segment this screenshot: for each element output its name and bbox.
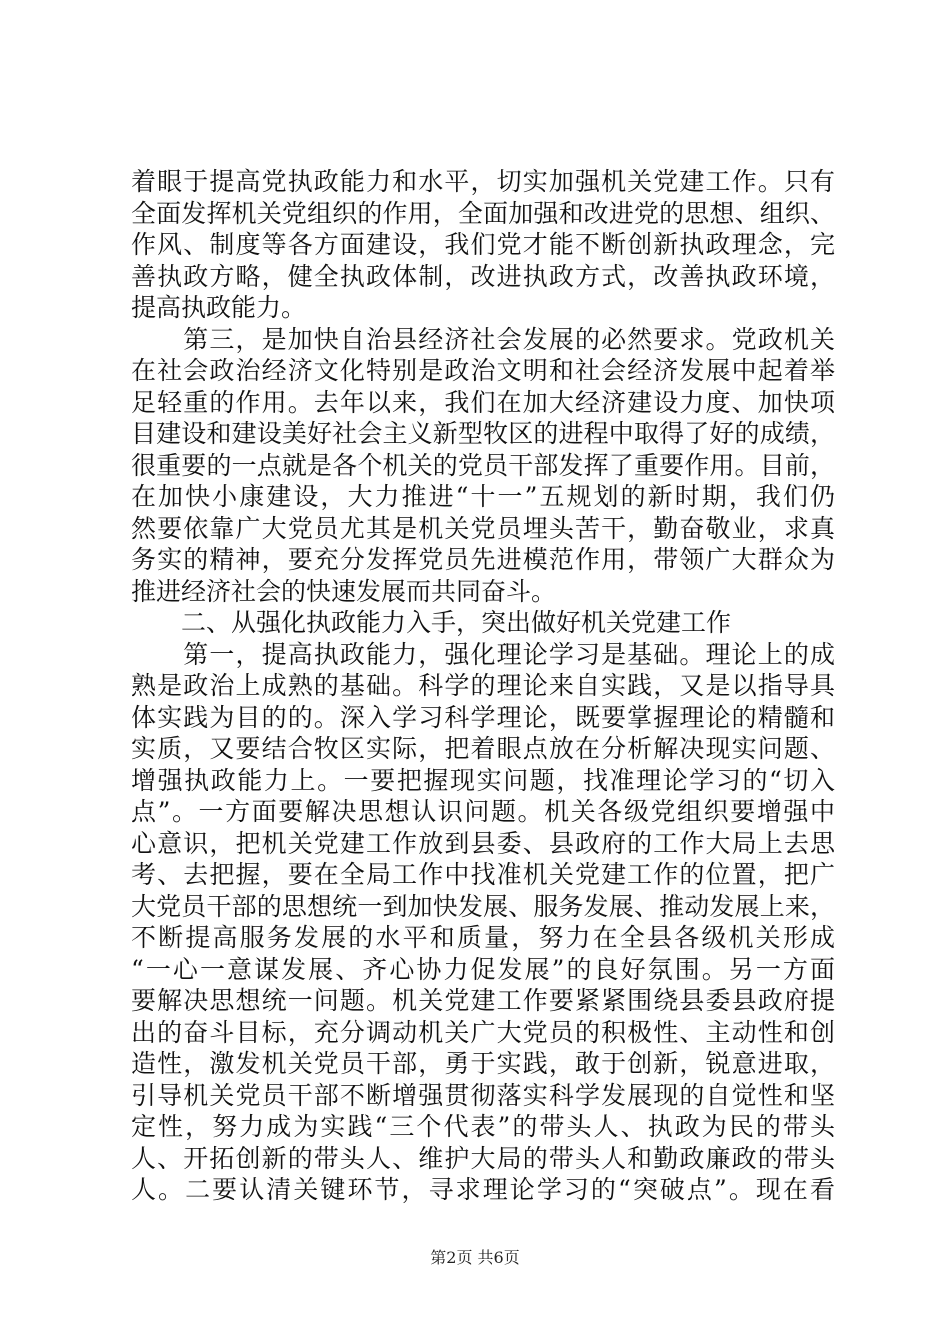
text-line: 人、开拓创新的带头人、维护大局的带头人和勤政廉政的带头 bbox=[131, 1143, 835, 1173]
text-line: 引导机关党员干部不断增强贯彻落实科学发展现的自觉性和坚 bbox=[131, 1080, 835, 1110]
text-line: 出的奋斗目标，充分调动机关广大党员的积极性、主动性和创 bbox=[131, 1017, 835, 1047]
text-line: 大党员干部的思想统一到加快发展、服务发展、推动发展上来， bbox=[131, 891, 835, 921]
text-line: “一心一意谋发展、齐心协力促发展”的良好氛围。另一方面 bbox=[131, 954, 835, 984]
text-line: 体实践为目的的。深入学习科学理论，既要掌握理论的精髓和 bbox=[131, 702, 835, 732]
text-line: 全面发挥机关党组织的作用，全面加强和改进党的思想、组织、 bbox=[131, 198, 835, 228]
text-line: 目建设和建设美好社会主义新型牧区的进程中取得了好的成绩， bbox=[131, 419, 835, 448]
text-line: 要解决思想统一问题。机关党建工作要紧紧围绕县委县政府提 bbox=[131, 986, 835, 1015]
text-line: 增强执政能力上。一要把握现实问题，找准理论学习的“切入 bbox=[131, 765, 835, 795]
document-body bbox=[131, 166, 835, 1206]
page-footer: 第2页 共6页 bbox=[430, 1248, 520, 1267]
text-line: 熟是政治上成熟的基础。科学的理论来自实践，又是以指导具 bbox=[131, 671, 835, 700]
text-line: 善执政方略，健全执政体制，改进执政方式，改善执政环境， bbox=[131, 261, 835, 291]
text-line: 作风、制度等各方面建设，我们党才能不断创新执政理念，完 bbox=[131, 230, 835, 259]
text-line: 不断提高服务发展的水平和质量，努力在全县各级机关形成 bbox=[131, 923, 835, 952]
text-line: 足轻重的作用。去年以来，我们在加大经济建设力度、加快项 bbox=[131, 387, 835, 417]
text-line: 造性，激发机关党员干部，勇于实践，敢于创新，锐意进取， bbox=[131, 1049, 835, 1078]
text-line: 心意识，把机关党建工作放到县委、县政府的工作大局上去思 bbox=[131, 828, 835, 858]
text-line: 实质，又要结合牧区实际，把着眼点放在分析解决现实问题、 bbox=[131, 734, 835, 763]
text-line: 务实的精神，要充分发挥党员先进模范作用，带领广大群众为 bbox=[131, 545, 835, 574]
text-line: 定性，努力成为实践“三个代表”的带头人、执政为民的带头 bbox=[131, 1112, 835, 1141]
text-line: 着眼于提高党执政能力和水平，切实加强机关党建工作。只有 bbox=[131, 167, 835, 196]
text-line: 二、从强化执政能力入手，突出做好机关党建工作 bbox=[131, 608, 732, 637]
text-line: 很重要的一点就是各个机关的党员干部发挥了重要作用。目前， bbox=[131, 450, 835, 480]
text-line: 在加快小康建设，大力推进“十一”五规划的新时期，我们仍 bbox=[131, 482, 835, 511]
text-line: 第一，提高执政能力，强化理论学习是基础。理论上的成 bbox=[131, 639, 835, 669]
text-line: 在社会政治经济文化特别是政治文明和社会经济发展中起着举 bbox=[131, 356, 835, 385]
text-line: 人。二要认清关键环节，寻求理论学习的“突破点”。现在看 bbox=[131, 1175, 835, 1204]
text-line: 然要依靠广大党员尤其是机关党员埋头苦干，勤奋敬业，求真 bbox=[131, 513, 835, 543]
text-line: 第三，是加快自治县经济社会发展的必然要求。党政机关 bbox=[131, 324, 835, 354]
text-line: 点”。一方面要解决思想认识问题。机关各级党组织要增强中 bbox=[131, 797, 835, 826]
text-line: 推进经济社会的快速发展而共同奋斗。 bbox=[131, 576, 557, 606]
text-line: 考、去把握，要在全局工作中找准机关党建工作的位置，把广 bbox=[131, 860, 835, 889]
text-line: 提高执政能力。 bbox=[131, 293, 307, 322]
